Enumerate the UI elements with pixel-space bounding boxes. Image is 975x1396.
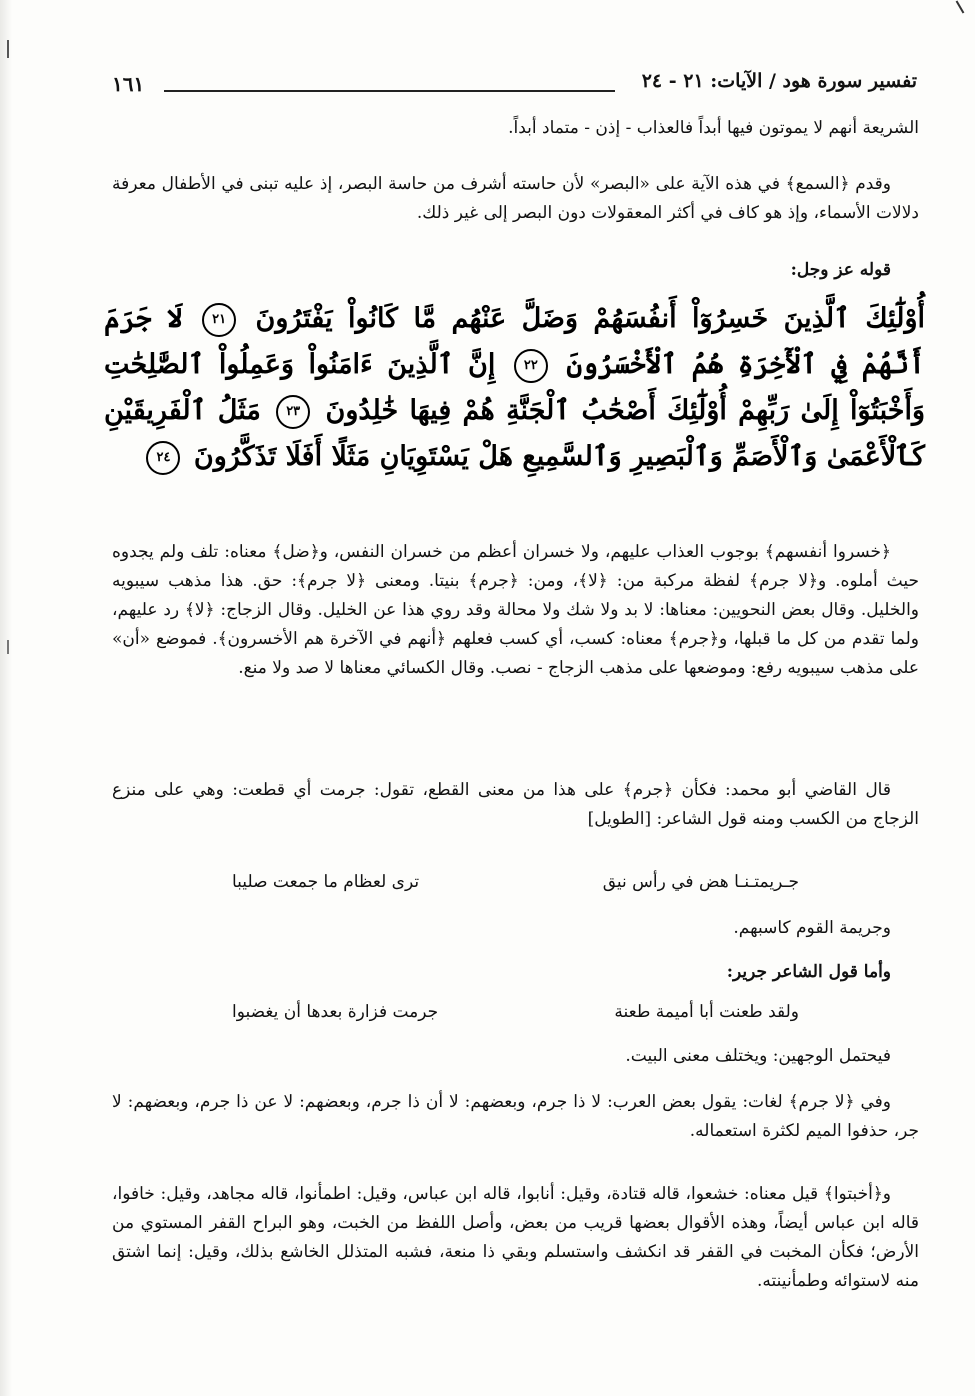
paragraph: [112, 1088, 919, 1146]
paragraph-text: الشريعة أنهم لا يموتون فيها أبداً فالعذاب - إذن - متماد أبداً.: [508, 118, 919, 138]
verse-text: إِنَّ ٱلَّذِينَ ءَامَنُواْ وَعَمِلُواْ ٱلصَّٰلِحَٰتِ وَأَخْبَتُوٓاْ إِلَىٰ رَبِّهِمْ أُوْلَٰٓئِكَ أَصْحَٰبُ ٱلْجَنَّةِ هُمْ فِيهَا خَٰلِدُونَ: [104, 349, 925, 426]
paragraph-text: وفي ﴿لا جرم﴾ لغات: يقول بعض العرب: لا ذا جرم، وبعضهم: لا أن ذا جرم، وبعضهم: لا عن ذا جرم، وبعضهم: لا جر، حذفوا الميم لكثرة استعماله.: [112, 1092, 919, 1141]
running-title: تفسير سورة هود / الآيات: ٢١ - ٢٤: [641, 70, 917, 92]
paragraph-text: و﴿أخبتوا﴾ قيل معناه: خشعوا، قاله قتادة، وقيل: أنابوا، قاله ابن عباس، وقيل: اطمأنوا، قاله مجاهد، وقيل: خافوا، قاله ابن عباس أيضاً، وهذه الأقوال بعضها قريب من بعض، وأصل اللفظ من الخبت، وهو البراح القفر المستوي من الأرض؛ فكأن المخبت في القفر قد انكشف واستسلم وبقي ذا منعة، فشبه المتذلل الخاشع بذلك، وقيل: إنما اشتق منه لاستوائه وطمأنينته.: [112, 1184, 919, 1291]
scan-corner-mark: [956, 0, 965, 13]
paragraph: [112, 114, 919, 143]
scan-mark: [7, 40, 9, 58]
paragraph-text: قال القاضي أبو محمد: فكأن ﴿جرم﴾ على هذا من معنى القطع، تقول: جرمت أي قطعت: وهي على منزع الزجاج من الكسب ومنه قول الشاعر: [الطويل]: [112, 780, 919, 829]
poem-second-hemistich: جرمت فزارة بعدها أن يغضبوا: [232, 1002, 439, 1022]
scan-mark: [7, 640, 9, 654]
poem-verse: [112, 1002, 919, 1032]
page-header: [112, 70, 917, 104]
paragraph: [112, 776, 919, 834]
text-line: فيحتمل الوجهين: ويختلف معنى البيت.: [625, 1046, 891, 1066]
section-intro: [112, 256, 919, 285]
paragraph: [112, 1180, 919, 1296]
verse-number-marker: ٢١: [202, 303, 236, 337]
verse-number-marker: ٢٤: [146, 441, 180, 475]
verse-text: مَثَلُ ٱلْفَرِيقَيْنِ كَٱلْأَعْمَىٰ وَٱلْأَصَمِّ وَٱلْبَصِيرِ وَٱلسَّمِيعِ هَلْ يَسْتَوِيَانِ مَثَلًا أَفَلَا تَذَكَّرُونَ: [104, 395, 925, 472]
header-rule: [164, 90, 615, 92]
verse-text: لَا جَرَمَ أَنَّهُمْ فِي ٱلْأٓخِرَةِ هُمُ ٱلْأَخْسَرُونَ: [104, 303, 926, 380]
text-line: وجريمة القوم كاسبهم.: [733, 918, 891, 938]
scan-edge-shadow: [0, 0, 12, 1396]
quran-verses: [104, 296, 925, 480]
paragraph-text: ﴿خسروا أنفسهم﴾ بوجوب العذاب عليهم، ولا خسران أعظم من خسران النفس، و﴿ضل﴾ معناه: تلف ولم يجدوه حيث أملوه. و﴿لا جرم﴾ لفظة مركبة من: ﴿لا﴾، ومن: ﴿جرم﴾ بنيتا. ومعنى ﴿لا جرم﴾: حق. هذا مذهب سيبويه والخليل. وقال بعض النحويين: معناها: لا بد ولا شك ولا محالة وقد روي هذا عن الخليل. وقال الزجاج: ﴿لا﴾ رد عليهم، ولما تقدم من كل ما قبلها، و﴿جرم﴾ معناه: كسب، أي كسب فعلهم ﴿أنهم في الآخرة هم الأخسرون﴾. فموضع «أن» على مذهب سيبويه رفع: وموضعها على مذهب الزجاج - نصب. وقال الكسائي معناها لا صد ولا منع.: [112, 542, 919, 678]
verse-number-marker: ٢٣: [276, 395, 310, 429]
poem-verse: [112, 872, 919, 902]
text-line: وأما قول الشاعر جرير:: [726, 962, 891, 982]
poem-second-hemistich: ترى لعظام ما جمعت صليبا: [232, 872, 420, 892]
poem-first-hemistich: جـريمتـنـا هض في رأس نيق: [602, 872, 799, 892]
section-intro-text: قوله عز وجل:: [790, 260, 891, 280]
paragraph: [112, 170, 919, 228]
verse-text: أُوْلَٰٓئِكَ ٱلَّذِينَ خَسِرُوٓاْ أَنفُسَهُمْ وَضَلَّ عَنْهُم مَّا كَانُواْ يَفْتَرُونَ: [255, 303, 925, 334]
paragraph: [112, 538, 919, 683]
paragraph-text: وقدم ﴿السمع﴾ في هذه الآية على «البصر» لأن حاسته أشرف من حاسة البصر، إذ عليه تبنى في الأطفال معرفة دلالات الأسماء، وإذ هو كاف في أكثر المعقولات دون البصر إلى غير ذلك.: [112, 174, 919, 223]
verse-number-marker: ٢٢: [514, 349, 548, 383]
poem-first-hemistich: ولقد طعنت أبا أميمة طعنة: [614, 1002, 799, 1022]
page-number: ١٦١: [112, 72, 145, 96]
